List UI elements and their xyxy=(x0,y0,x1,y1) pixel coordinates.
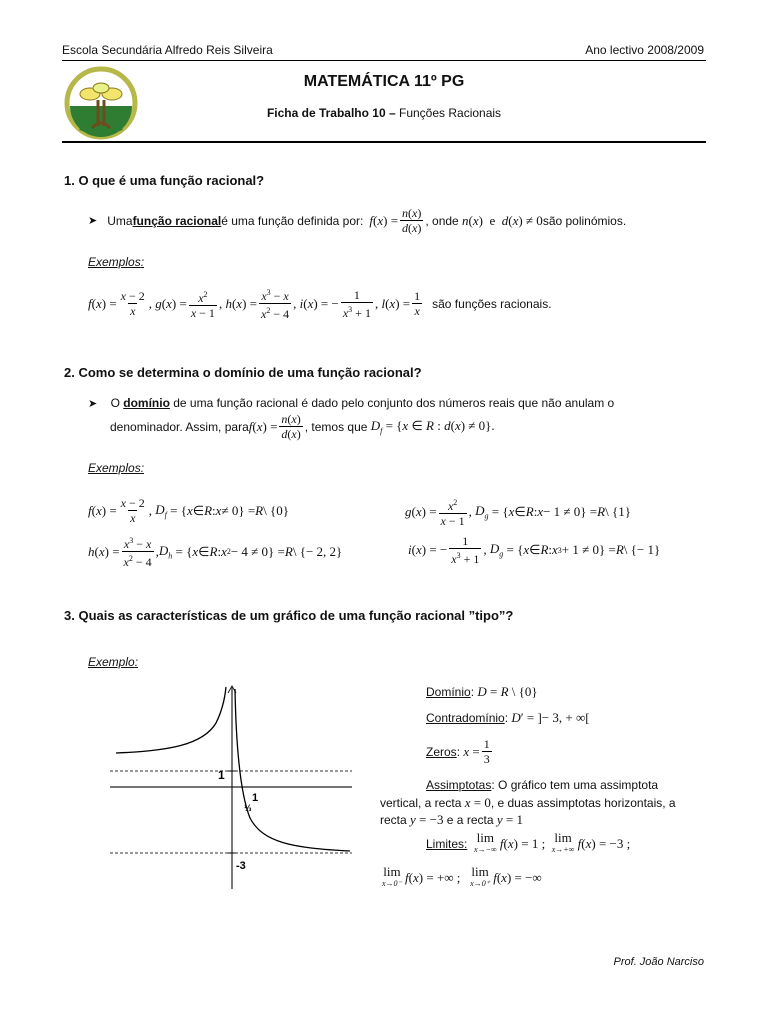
page-subtitle xyxy=(0,106,768,120)
label-third: ⅓ xyxy=(244,803,252,813)
domain-example-g: g ( x ) = $\frac{x^2}{x - 1}$ , $D_g$ = { x ∈ R : x − 1 ≠ 0} = R \ {1} xyxy=(405,498,631,528)
graph-limits-line2: lim x→0⁻ f(x) = +∞ ; lim x→0⁺ f(x) = −∞ xyxy=(382,864,542,888)
footer-author: Prof. João Narciso xyxy=(613,956,704,968)
graph-asymptotes-line1: Assimptotas: O gráfico tem uma assimptota xyxy=(426,778,659,792)
term-dominio: domínio xyxy=(123,396,170,410)
section1-heading: 1. O que é uma função racional? xyxy=(64,173,265,188)
title-rule xyxy=(62,141,706,143)
bullet-arrow-icon: ➤ xyxy=(88,215,98,227)
domain-example-i: i ( x ) = − $\frac{1}{x^3 + 1}$ , $D_g$ = { x ∈ R : x 3 + 1 ≠ 0} = R \ {− 1} xyxy=(408,534,661,566)
subtitle-rest: Funções Racionais xyxy=(399,106,502,120)
page-title: MATEMÁTICA 11º PG xyxy=(303,73,465,90)
graph-domain: Domínio : D = R \ {0} xyxy=(426,684,538,699)
section2-heading: 2. Como se determina o domínio de uma função racional? xyxy=(64,365,422,380)
label-1: 1 xyxy=(218,768,225,782)
graph-asymptotes-line2: vertical, a recta x = 0, e duas assimptotas horizontais, a xyxy=(380,795,676,810)
section2-line1: ➤ O domínio de uma função racional é dado pelo conjunto dos números reais que não anulam o xyxy=(88,396,615,410)
graph-codomain: Contradomínio : D′ = ]− 3, + ∞[ xyxy=(426,710,590,725)
curve-left-branch xyxy=(116,687,226,753)
section1-examples-label: Exemplos: xyxy=(88,255,145,269)
section1-examples: f ( x ) = $\frac{x - 2}{x}$ , g ( x ) = $\frac{x^2}{x - 1}$ , h ( x ) = $\frac{x^3 - x}{x^2 - 4}$ , i ( x ) = − $\frac{1}{x^3 + 1}$ , l ( x ) = $\frac{1}{x}$ são funções racionais. xyxy=(88,287,552,321)
section3-heading: 3. Quais as características de um gráfico de uma função racional ”tipo”? xyxy=(64,608,514,623)
subtitle-bold: Ficha de Trabalho 10 – xyxy=(266,106,396,120)
domain-example-f: f ( x ) = $\frac{x - 2}{x}$ , $D_f$ = { x ∈ R : x ≠ 0} = R \ {0} xyxy=(88,496,289,525)
section2-line2: denominador. Assim, para f(x) = $\frac{n(x)}{d(x)}$ , temos que $D_f = \{x$ ∈ R : d(x) ≠ 0}. xyxy=(110,412,495,441)
school-name: Escola Secundária Alfredo Reis Silveira xyxy=(62,43,273,57)
label-m3: -3 xyxy=(236,860,246,872)
section1-definition: ➤ Uma função racional é uma função definida por: f(x) = $\frac{n(x)}{d(x)}$ , onde n(x) e d(x) ≠ 0 são polinómios. xyxy=(88,206,627,235)
header-rule xyxy=(62,60,706,61)
examples-tail: são funções racionais. xyxy=(432,296,552,311)
term-funcao-racional: função racional xyxy=(132,213,222,228)
bullet-arrow-icon: ➤ xyxy=(88,398,98,410)
graph-asymptotes-line3: recta y = −3 e a recta y = 1 xyxy=(380,812,523,827)
function-graph xyxy=(108,683,358,893)
section2-examples-label: Exemplos: xyxy=(88,461,145,475)
graph-limits-line1: Limites: lim x→−∞ f(x) = 1 ; lim x→+∞ f(x) = −3 ; xyxy=(426,830,631,854)
school-year: Ano lectivo 2008/2009 xyxy=(585,43,704,57)
section3-example-label: Exemplo: xyxy=(88,655,139,669)
label-near: 1 xyxy=(252,792,259,804)
domain-example-h: h ( x ) = $\frac{x^3 - x}{x^2 - 4}$ , $D_h$ = { x ∈ R : x 2 − 4 ≠ 0} = R \ {− 2, 2} xyxy=(88,536,343,569)
curve-right-branch xyxy=(235,689,350,851)
graph-zeros: Zeros : x = $\frac{1}{3}$ xyxy=(426,737,490,766)
